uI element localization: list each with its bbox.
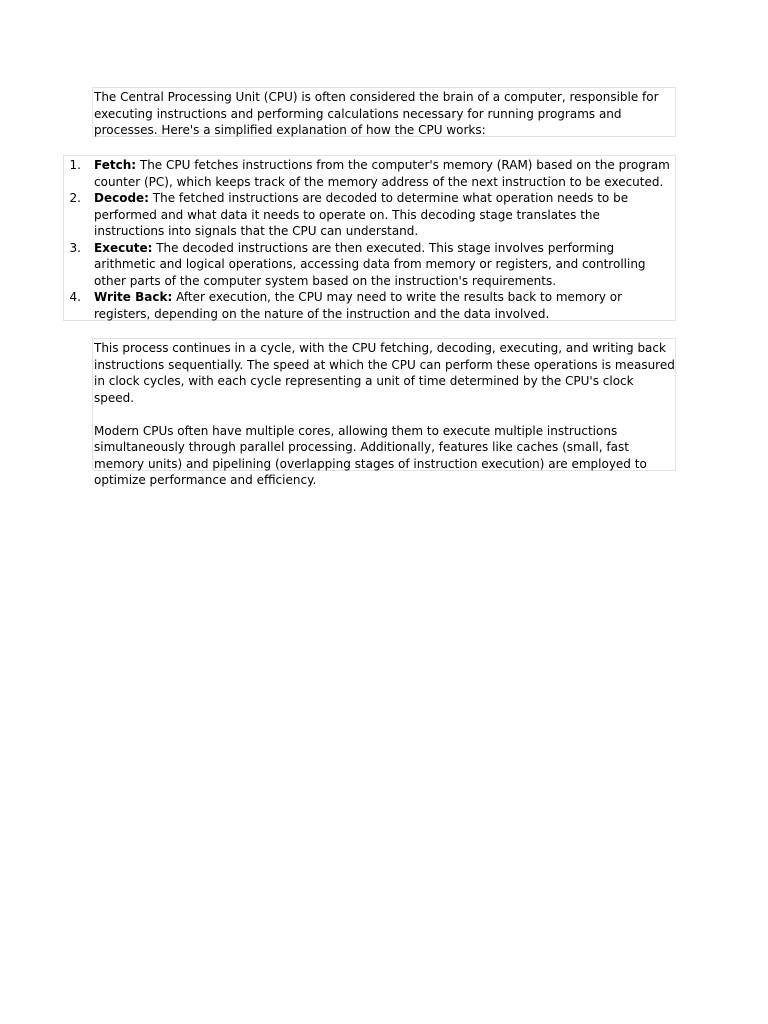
step-term: Execute: bbox=[94, 240, 153, 255]
step-decode bbox=[64, 190, 675, 240]
step-term: Fetch: bbox=[94, 158, 137, 172]
step-number: 3. bbox=[69, 240, 81, 255]
modern-cpus-paragraph: Modern CPUs often have multiple cores, allowing them to execute multiple instructions simultaneously through parallel processing. Additionally, features like caches (small, fast memory units) and pipelining (overlapping stages of instruction execution) are employed to optimize performance and efficiency. bbox=[94, 423, 647, 487]
intro-paragraph: The Central Processing Unit (CPU) is often considered the brain of a computer, responsible for executing instructions and performing calculations necessary for running programs and processes. Here's a simplified explanation of how the CPU works: bbox=[94, 90, 659, 137]
step-write-back bbox=[64, 289, 675, 322]
intro-block bbox=[92, 87, 676, 137]
step-description: The fetched instructions are decoded to determine what operation needs to be performed and what data it needs to operate on. This decoding stage translates the instructions into signals that the CPU can understand. bbox=[94, 191, 629, 238]
step-term: Decode: bbox=[94, 191, 149, 205]
step-description: The CPU fetches instructions from the computer's memory (RAM) based on the program counter (PC), which keeps track of the memory address of the next instruction to be executed. bbox=[94, 158, 670, 189]
step-execute bbox=[64, 240, 675, 290]
closing-block bbox=[92, 338, 676, 487]
step-number: 4. bbox=[69, 290, 81, 304]
cpu-steps-block bbox=[63, 155, 676, 321]
step-description: The decoded instructions are then executed. This stage involves performing arithmetic and logical operations, accessing data from memory or registers, and controlling other parts of the computer system based on the instruction's requirements. bbox=[94, 240, 646, 288]
step-number: 2. bbox=[69, 191, 81, 205]
cpu-steps-list bbox=[64, 157, 675, 322]
step-fetch bbox=[64, 157, 675, 190]
step-description: After execution, the CPU may need to write the results back to memory or registers, depending on the nature of the instruction and the data involved. bbox=[94, 290, 623, 321]
step-term: Write Back: bbox=[94, 290, 173, 304]
cycle-paragraph: This process continues in a cycle, with the CPU fetching, decoding, executing, and writing back instructions sequentially. The speed at which the CPU can perform these operations is measured in clock cycles, with each cycle representing a unit of time determined by the CPU's clock speed. bbox=[94, 341, 675, 405]
step-number: 1. bbox=[69, 158, 81, 172]
